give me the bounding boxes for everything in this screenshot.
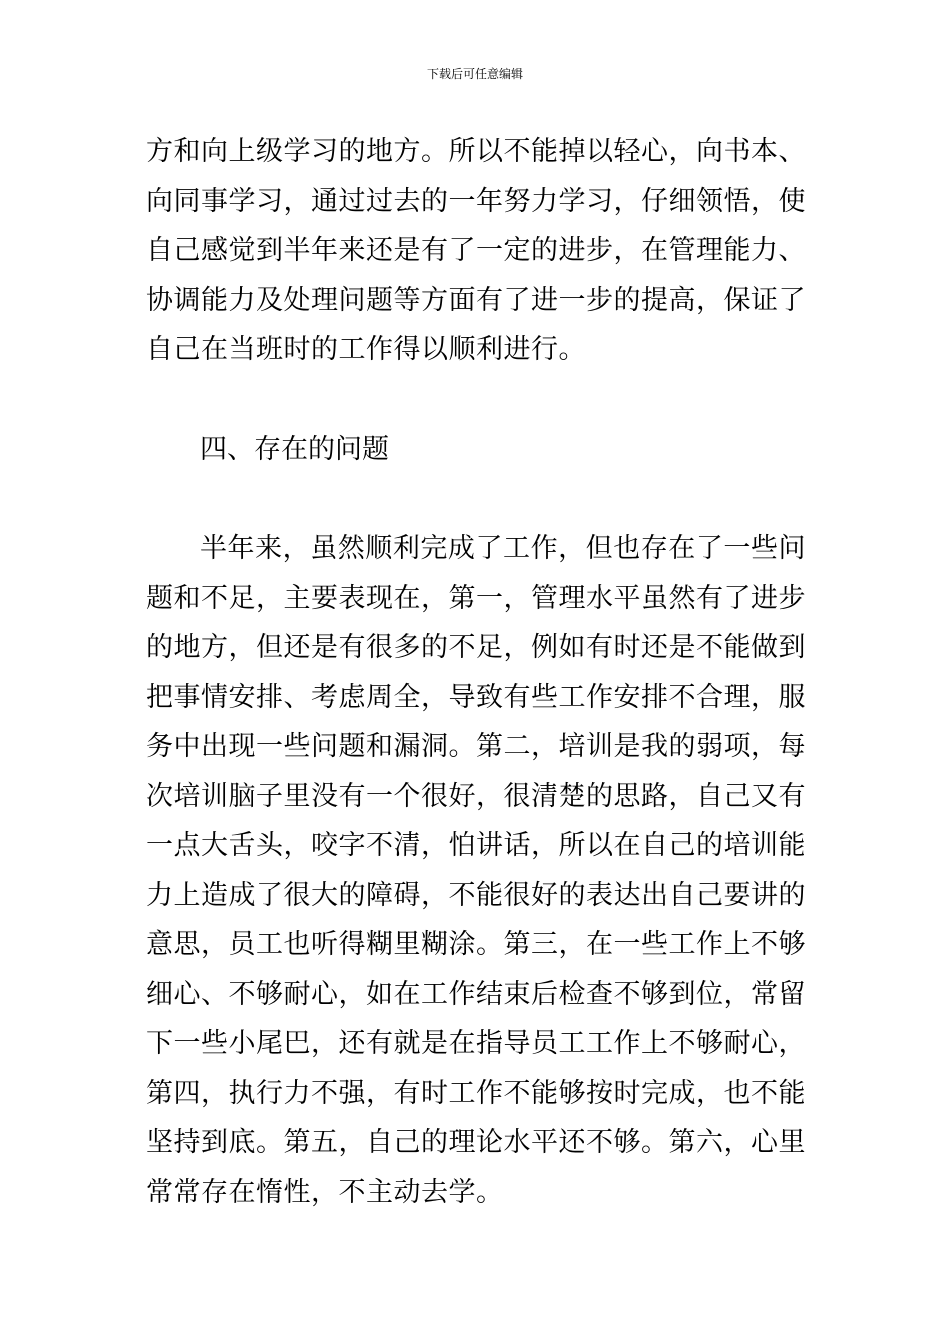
paragraph-continued: 方和向上级学习的地方。所以不能掉以轻心，向书本、向同事学习，通过过去的一年努力学习，仔细领悟，使自己感觉到半年来还是有了一定的进步，在管理能力、协调能力及处理问题等方面有了进一步的提高，保证了自己在当班时的工作得以顺利进行。 [146,136,806,365]
paragraph-issues: 半年来，虽然顺利完成了工作，但也存在了一些问题和不足，主要表现在，第一，管理水平虽然有了进步的地方，但还是有很多的不足，例如有时还是不能做到把事情安排、考虑周全，导致有些工作安排不合理，服务中出现一些问题和漏洞。第二，培训是我的弱项，每次培训脑子里没有一个很好，很清楚的思路，自己又有一点大舌头，咬字不清，怕讲话，所以在自己的培训能力上造成了很大的障碍，不能很好的表达出自己要讲的意思，员工也听得糊里糊涂。第三，在一些工作上不够细心、不够耐心，如在工作结束后检查不够到位，常留下一些小尾巴，还有就是在指导员工工作上不够耐心，第四，执行力不强，有时工作不能够按时完成，也不能坚持到底。第五，自己的理论水平还不够。第六，心里常常存在惰性，不主动去学。 [146,533,806,1208]
section-heading-issues: 四、存在的问题 [200,434,389,465]
page-header-note: 下载后可任意编辑 [426,67,523,81]
